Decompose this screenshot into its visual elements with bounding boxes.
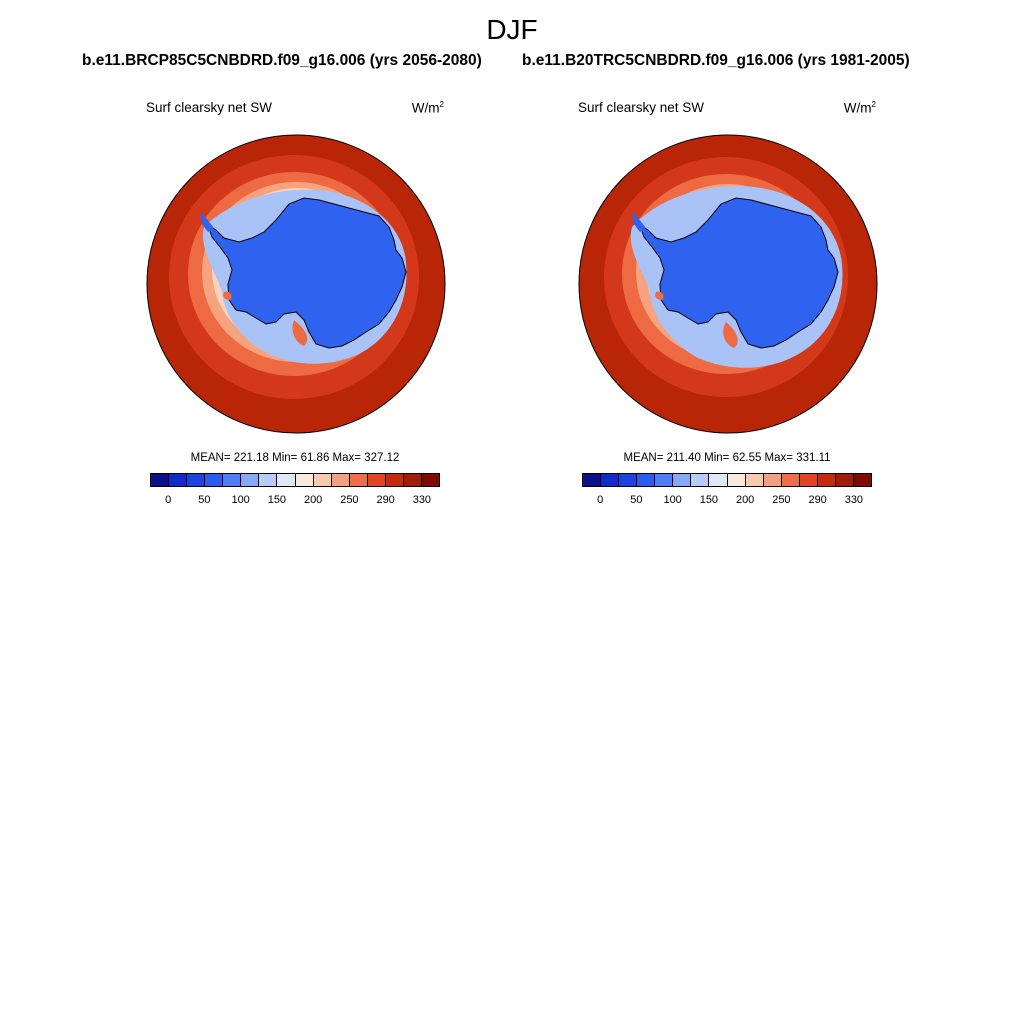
colorbar-tick-label: 250 (340, 494, 359, 506)
colorbar-cell-6 (691, 474, 709, 486)
colorbar (150, 473, 440, 487)
colorbar-tick-label: 0 (597, 494, 604, 506)
colorbar-cell-10 (332, 474, 350, 486)
map-panel-left (142, 96, 462, 516)
map-panel-right (574, 96, 894, 516)
colorbar-cell-2 (187, 474, 205, 486)
colorbar-cell-11 (350, 474, 368, 486)
colorbar-tick-label: 150 (699, 494, 719, 506)
stats-text: MEAN= 211.40 Min= 62.55 Max= 331.11 (623, 452, 831, 464)
colorbar-cell-6 (259, 474, 277, 486)
stats-text: MEAN= 221.18 Min= 61.86 Max= 327.12 (190, 452, 400, 464)
colorbar-cell-12 (368, 474, 386, 486)
polar-map (576, 132, 880, 436)
units-label: $W/m^2$ (411, 100, 444, 116)
season-title: DJF (486, 14, 538, 45)
colorbar-tick-label: 100 (231, 494, 250, 506)
case-title-right: b.e11.B20TRC5CNBDRD.f09_g16.006 (yrs 1981-2005) (522, 52, 910, 69)
colorbar-tick-label: 50 (198, 494, 211, 506)
colorbar-cell-11 (782, 474, 800, 486)
colorbar-cell-8 (296, 474, 314, 486)
colorbar-cell-13 (386, 474, 404, 486)
colorbar-cell-9 (746, 474, 764, 486)
colorbar-cell-5 (241, 474, 259, 486)
colorbar-tick-label: 50 (630, 494, 643, 506)
colorbar-cell-4 (223, 474, 241, 486)
colorbar-tick-label: 290 (808, 494, 827, 506)
colorbar-cell-15 (422, 474, 439, 486)
colorbar (582, 473, 872, 487)
colorbar-cell-1 (601, 474, 619, 486)
colorbar-tick-label: 100 (663, 494, 682, 506)
colorbar-cell-3 (205, 474, 223, 486)
colorbar-ticks (582, 494, 872, 508)
colorbar-cell-3 (637, 474, 655, 486)
colorbar-tick-label: 200 (735, 494, 755, 506)
colorbar-cell-0 (151, 474, 169, 486)
colorbar-tick-label: 0 (165, 494, 172, 506)
colorbar-cell-7 (277, 474, 295, 486)
colorbar-tick-label: 330 (844, 494, 864, 506)
colorbar-tick-label: 330 (412, 494, 432, 506)
colorbar-cell-12 (800, 474, 818, 486)
colorbar-cell-8 (728, 474, 746, 486)
colorbar-cell-2 (619, 474, 637, 486)
colorbar-cell-4 (655, 474, 673, 486)
colorbar-cell-0 (583, 474, 601, 486)
units-label: $W/m^2$ (843, 100, 876, 116)
colorbar-cell-7 (709, 474, 727, 486)
polar-map (144, 132, 448, 436)
colorbar-tick-label: 150 (267, 494, 287, 506)
colorbar-tick-label: 200 (303, 494, 323, 506)
variable-title: Surf clearsky net SW (578, 100, 705, 115)
variable-title: Surf clearsky net SW (146, 100, 273, 115)
case-title-left: b.e11.BRCP85C5CNBDRD.f09_g16.006 (yrs 2056-2080) (82, 52, 482, 69)
colorbar-tick-label: 290 (376, 494, 395, 506)
colorbar-cell-10 (764, 474, 782, 486)
colorbar-cell-14 (404, 474, 422, 486)
colorbar-ticks (150, 494, 440, 508)
colorbar-cell-13 (818, 474, 836, 486)
colorbar-tick-label: 250 (772, 494, 791, 506)
colorbar-cell-9 (314, 474, 332, 486)
colorbar-cell-1 (169, 474, 187, 486)
colorbar-cell-14 (836, 474, 854, 486)
colorbar-cell-5 (673, 474, 691, 486)
colorbar-cell-15 (854, 474, 871, 486)
